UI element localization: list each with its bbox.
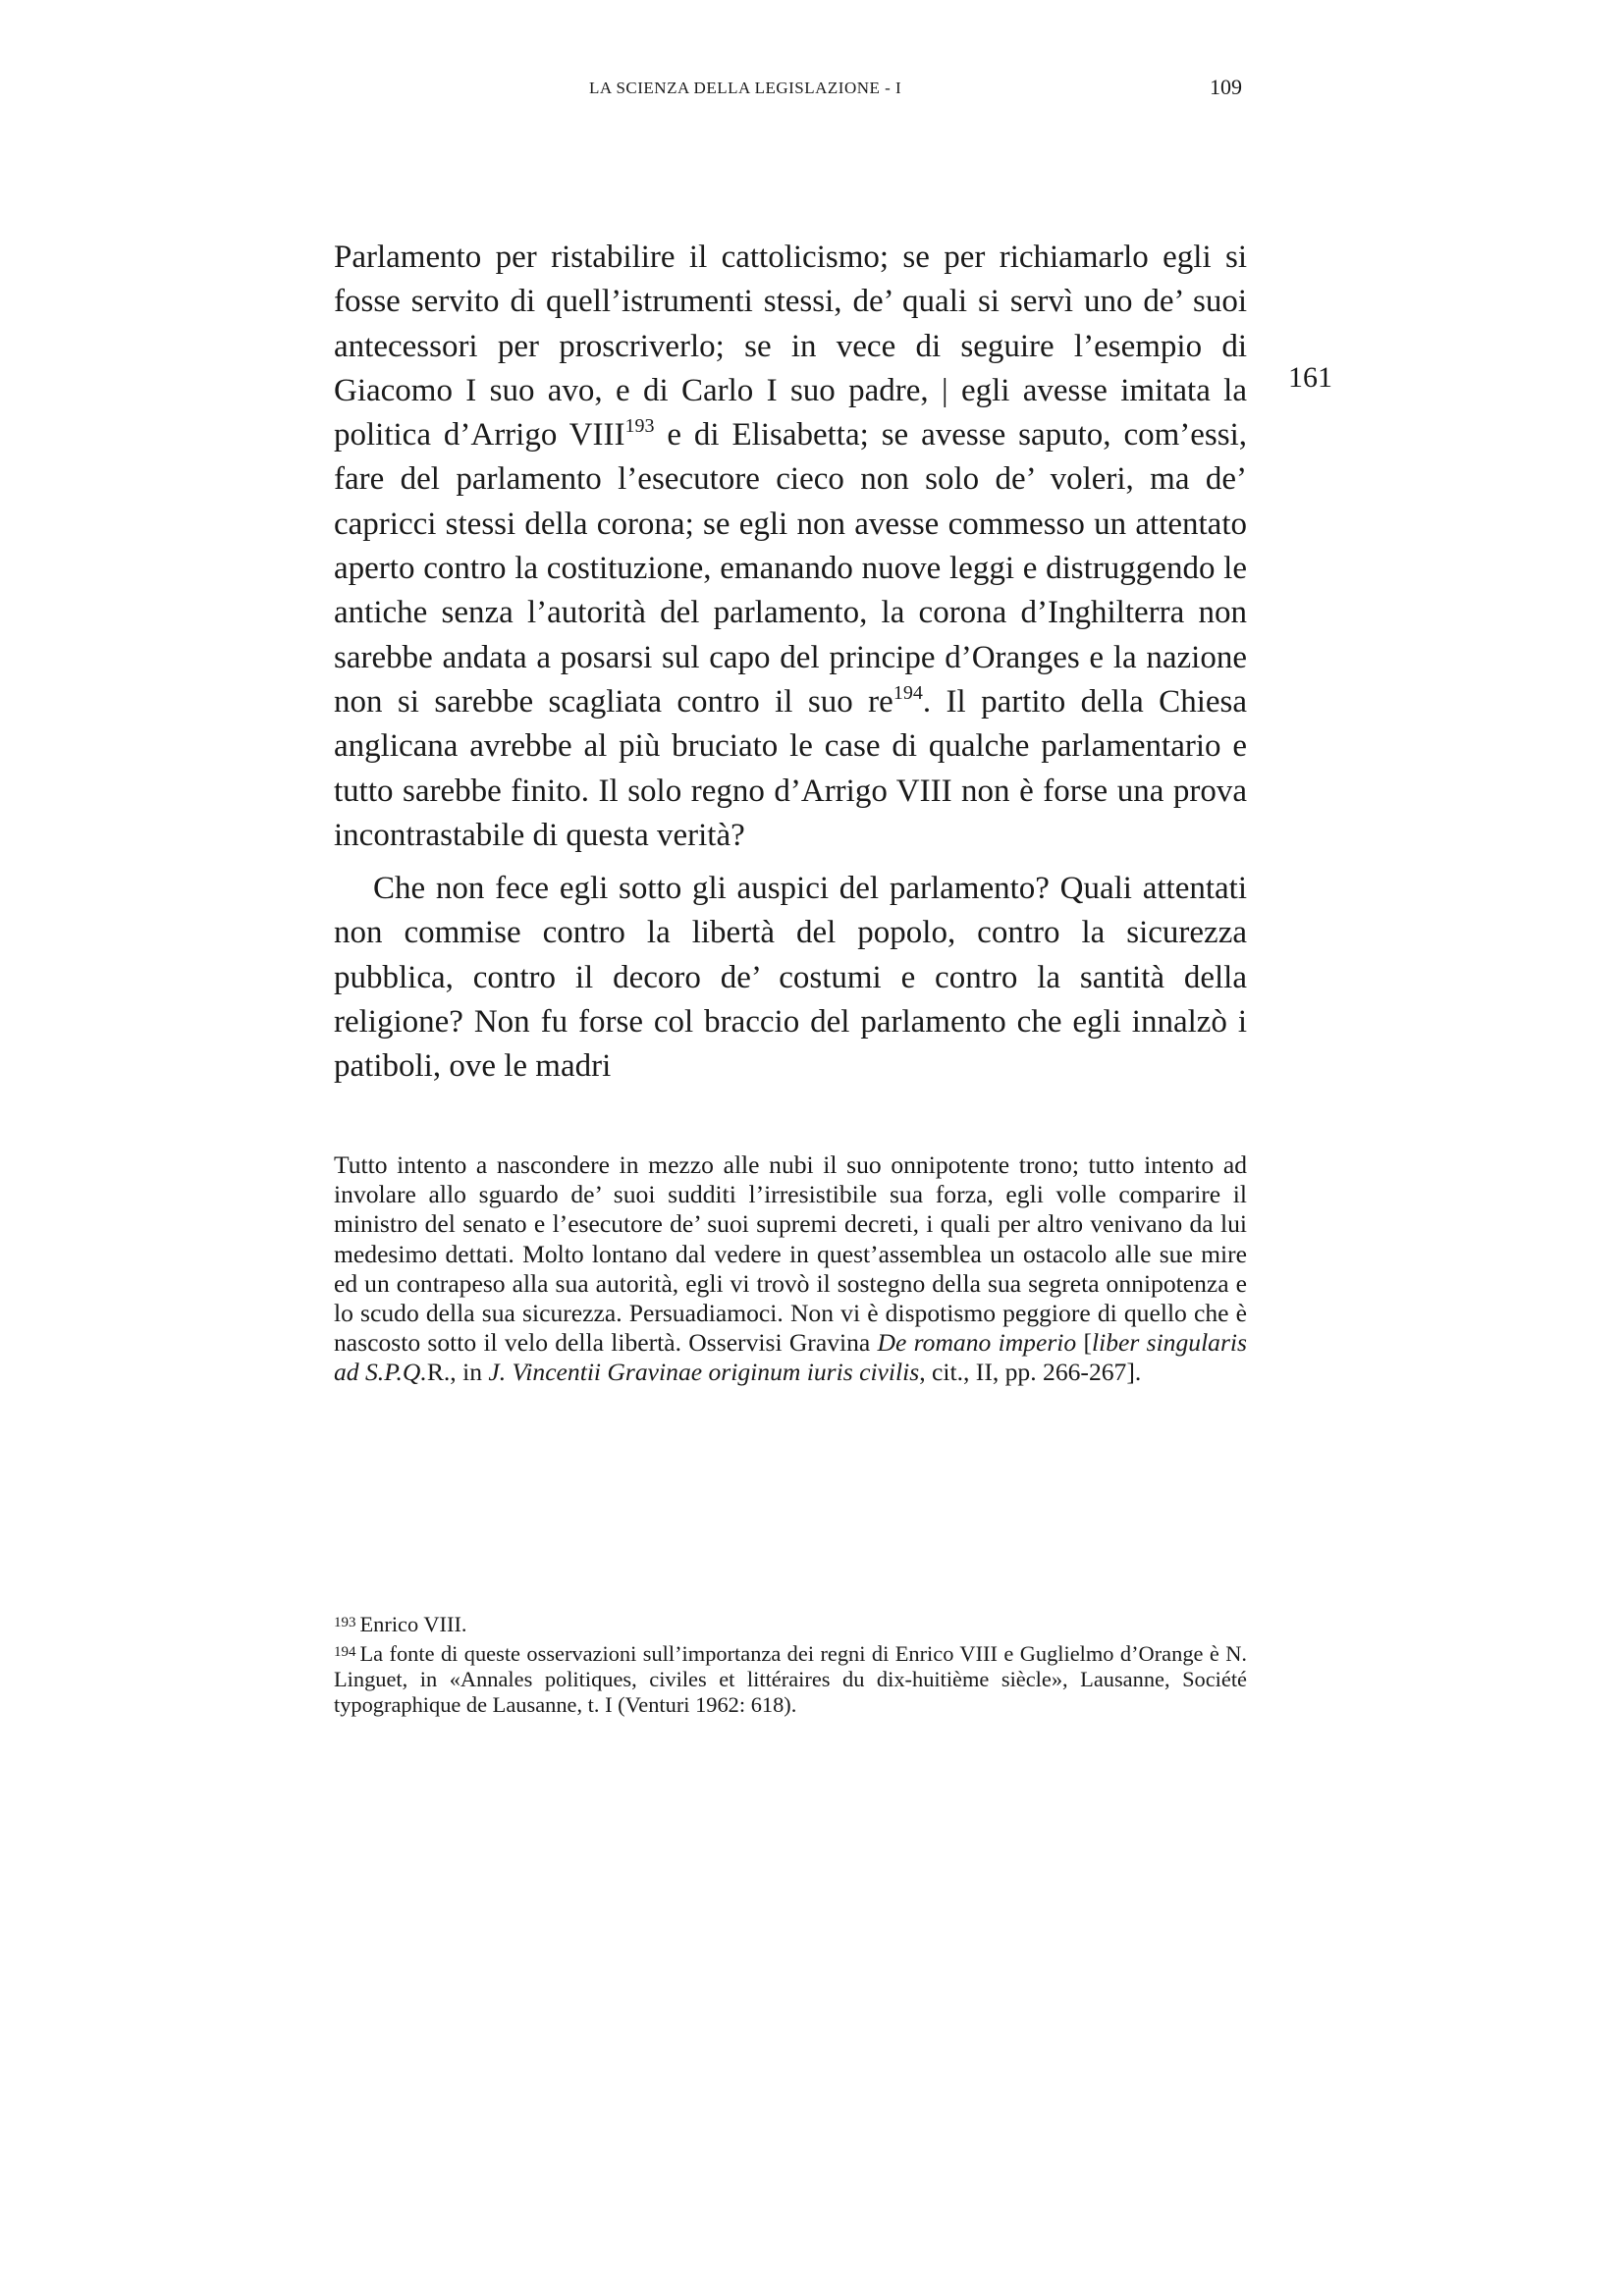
footnote-193-text: Enrico VIII.: [359, 1612, 467, 1636]
paragraph-1-part-3: . Il partito della Chiesa anglicana avrebbe al più bruciato le case di qualche parlamentario e tutto sarebbe finito. Il solo regno d’Arrigo VIII non è forse una prova incontrastabile di questa verità?: [334, 683, 1248, 853]
quoted-note-part-3: R., in: [426, 1358, 489, 1387]
quoted-note-text: [334, 1150, 1247, 1388]
quoted-note: [334, 1150, 1247, 1388]
footnote-194: [334, 1641, 1247, 1718]
quoted-note-part-4: , cit., II, pp. 266-267].: [919, 1358, 1142, 1387]
quoted-note-title-1: De romano imperio: [877, 1328, 1077, 1358]
main-text: [334, 236, 1247, 1090]
margin-page-reference: 161: [1288, 361, 1332, 394]
quoted-note-part-1: Tutto intento a nascondere in mezzo alle nubi il suo onnipotente trono; tutto intento ad involare allo sguardo de’ suoi sudditi l’irresistibile sua forza, egli volle comparire il ministro del senato e l’esecutore de’ suoi supremi decreti, i quali per altro venivano da lui medesimo dettati. Molto lontano dal vedere in quest’assemblea un ostacolo alle sue mire ed un contrapeso alla sua autorità, egli vi trovò il sostegno della sua segreta onnipotenza e lo scudo della sua sicurezza. Persuadiamoci. Non vi è dispotismo peggiore di quello che è nascosto sotto il velo della libertà. Osservisi Gravina: [334, 1150, 1247, 1358]
paragraph-2: Che non fece egli sotto gli auspici del parlamento? Quali attentati non commise contro la libertà del popolo, contro la sicurezza pubblica, contro il decoro de’ costumi e contro la santità della religione? Non fu forse col braccio del parlamento che egli innalzò i patiboli, ove le madri: [334, 871, 1247, 1085]
footnote-194-mark: 194: [334, 1644, 356, 1660]
quoted-note-part-2: [: [1076, 1328, 1092, 1358]
footnote-ref-194: 194: [893, 681, 923, 704]
running-title: LA SCIENZA DELLA LEGISLAZIONE - I: [589, 79, 902, 97]
quoted-note-title-2: liber singularis ad S.P.Q.: [334, 1328, 1248, 1387]
footnote-193-mark: 193: [334, 1615, 356, 1630]
footnotes: [334, 1612, 1247, 1722]
footnote-194-text: La fonte di queste osservazioni sull’importanza dei regni di Enrico VIII e Guglielmo d’Orange è N. Linguet, in «Annales politiques, civiles et littéraires du dix-huitième siècle», Lausanne, Société typographique de Lausanne, t. I (Venturi 1962: 618).: [334, 1641, 1247, 1717]
paragraph-1: [334, 236, 1247, 858]
footnote-193: [334, 1612, 1247, 1637]
paragraph-1-part-1: Parlamento per ristabilire il cattolicismo; se per richiamarlo egli si fosse servito di quell’istrumenti stessi, de’ quali si servì uno de’ suoi antecessori per proscriverlo; se in vece di seguire l’esempio di Giacomo I suo avo, e di Carlo I suo padre, | egli avesse imitata la politica d’Arrigo VIII: [334, 240, 1247, 454]
footnote-ref-193: 193: [624, 415, 655, 438]
quoted-note-title-3: J. Vincentii Gravinae originum iuris civilis: [488, 1358, 920, 1387]
paragraph-1-part-2: e di Elisabetta; se avesse saputo, com’essi, fare del parlamento l’esecutore cieco non solo de’ voleri, ma de’ capricci stessi della corona; se egli non avesse commesso un attentato aperto contro la costituzione, emanando nuove leggi e distruggendo le antiche senza l’autorità del parlamento, la corona d’Inghilterra non sarebbe andata a posarsi sul capo del principe d’Oranges e la nazione non si sarebbe scagliata contro il suo re: [334, 417, 1248, 720]
page-number: 109: [1210, 75, 1242, 99]
